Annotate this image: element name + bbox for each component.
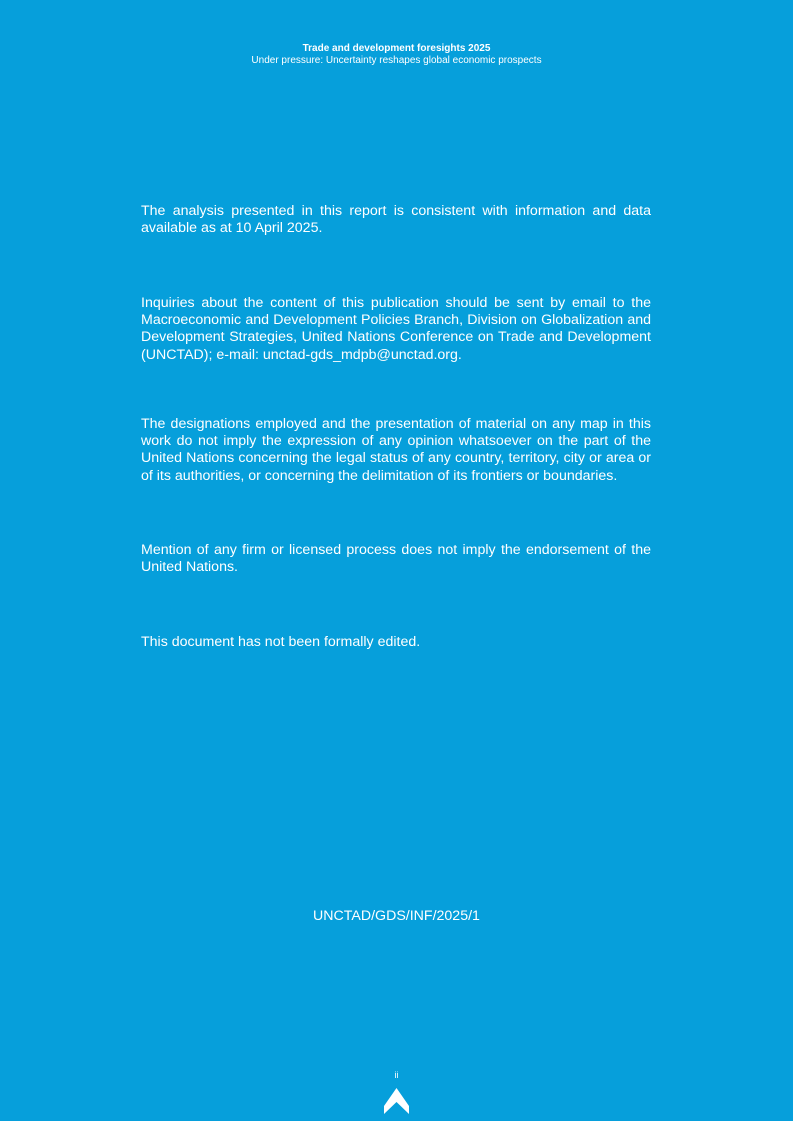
designations-disclaimer: The designations employed and the presentation of material on any map in this work do not imply the expression of any opinion whatsoever on the part of the United Nations concerning the legal status of any country, territory, city or area or of its authorities, or concerning the delimitation of its frontiers or boundaries.	[141, 416, 651, 484]
document-symbol: UNCTAD/GDS/INF/2025/1	[313, 908, 480, 924]
inquiries-note: Inquiries about the content of this publication should be sent by email to the Macroeconomic and Development Policies Branch, Division on Globalization and Development Strategies, United Nations Conference on Trade and Development (UNCTAD); e-mail: unctad-gds_mdpb@unctad.org.	[141, 295, 651, 363]
header-subtitle: Under pressure: Uncertainty reshapes global economic prospects	[251, 55, 542, 66]
page-number: ii	[394, 1070, 399, 1080]
endorsement-disclaimer: Mention of any firm or licensed process does not imply the endorsement of the United Nations.	[141, 542, 651, 576]
header-title: Trade and development foresights 2025	[302, 43, 491, 54]
data-availability-note: The analysis presented in this report is consistent with information and data available as at 10 April 2025.	[141, 203, 651, 237]
running-header	[0, 43, 793, 67]
editing-note: This document has not been formally edited.	[141, 634, 421, 650]
chevron-up-icon[interactable]	[384, 1088, 409, 1114]
